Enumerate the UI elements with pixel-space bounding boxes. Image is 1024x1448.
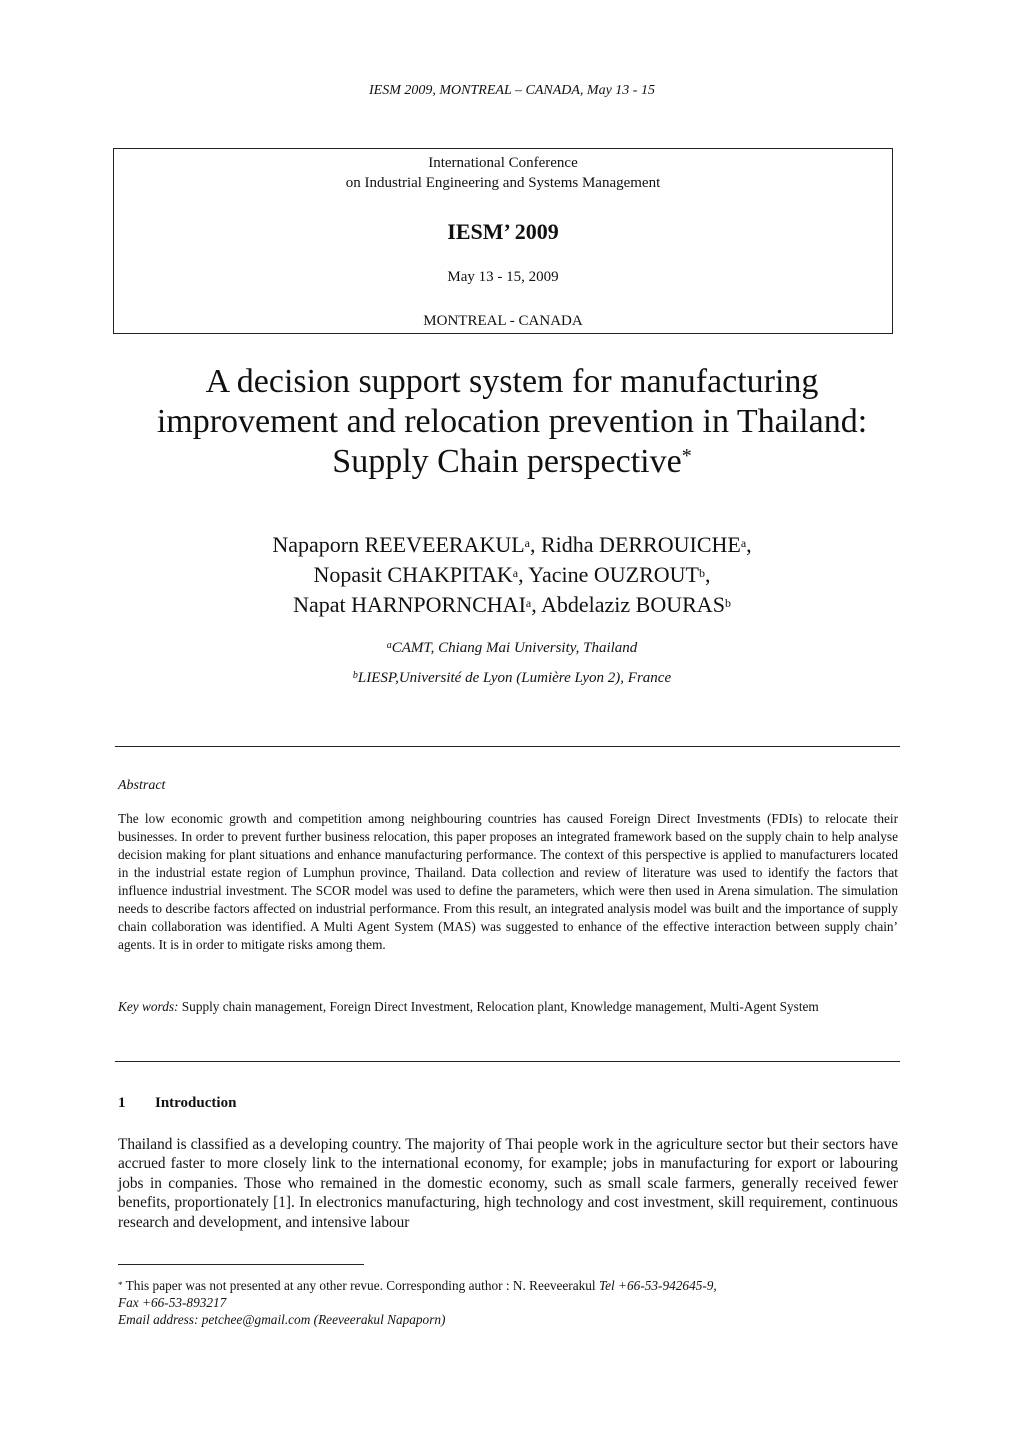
author-separator: ,: [531, 592, 542, 617]
affiliation-a: [0, 640, 1024, 657]
title-line-3-text: Supply Chain perspective: [332, 443, 682, 480]
footnote: [118, 1277, 898, 1328]
author-affiliation-mark: a: [512, 566, 519, 580]
author-affiliation-mark: a: [740, 536, 747, 550]
author-separator: ,: [705, 562, 711, 587]
title-footnote-mark: *: [681, 445, 692, 467]
conference-line-1: International Conference: [428, 155, 578, 171]
abstract-top-rule: [115, 746, 900, 747]
author-line-2: [0, 560, 1024, 590]
section-heading: [118, 1095, 236, 1112]
author-affiliation-mark: b: [724, 596, 731, 610]
affiliation-text: LIESP,Université de Lyon (Lumière Lyon 2), France: [357, 670, 672, 686]
author-name: Napat HARNPORNCHAI: [293, 592, 526, 617]
title-line-1: A decision support system for manufacturing: [205, 363, 819, 400]
abstract-text: The low economic growth and competition among neighbouring countries has caused Foreign Direct Investments (FDIs) to relocate their businesses. In order to prevent further business relocation, this paper proposes an integrated framework based on the supply chain to help analyse decision making for plant situations and enhance manufacturing performance. The context of this perspective is applied to manufacturers located in the industrial estate region of Lumphun province, Thailand. Data collection and review of literature was used to identify the factors that influence industrial investment. The SCOR model was used to define the parameters, which were then used in Arena simulation. The simulation needs to describe factors affected on industrial performance. From this result, an integrated analysis model was built and the importance of supply chain collaboration was identified. A Multi Agent System (MAS) was suggested to enhance of the effective interaction between supply chain’ agents. It is in order to mitigate risks among them.: [118, 811, 898, 952]
footnote-fax: Fax +66-53-893217: [118, 1295, 227, 1310]
footnote-mark: *: [118, 1280, 123, 1290]
conference-dates: May 13 - 15, 2009: [447, 269, 559, 285]
section-title: Introduction: [155, 1095, 237, 1111]
paper-title: [0, 362, 1024, 482]
affiliation-mark: a: [386, 640, 392, 651]
keywords: [118, 998, 898, 1016]
author-separator: ,: [518, 562, 529, 587]
author-list: [0, 530, 1024, 620]
author-name: Ridha DERROUICHE: [541, 532, 741, 557]
section-number: 1: [118, 1095, 126, 1111]
author-name: Yacine OUZROUT: [528, 562, 699, 587]
conference-line-2: on Industrial Engineering and Systems Management: [345, 175, 661, 191]
author-name: Nopasit CHAKPITAK: [313, 562, 513, 587]
author-name: Abdelaziz BOURAS: [541, 592, 725, 617]
affiliation-mark: b: [352, 670, 358, 681]
conference-acronym: IESM’ 2009: [447, 219, 559, 244]
author-line-1: [0, 530, 1024, 560]
keywords-text: Supply chain management, Foreign Direct Investment, Relocation plant, Knowledge management, Multi-Agent System: [178, 999, 819, 1014]
footnote-line-1: [118, 1277, 898, 1294]
running-head: IESM 2009, MONTREAL – CANADA, May 13 - 15: [369, 83, 655, 98]
affiliation-text: CAMT, Chiang Mai University, Thailand: [391, 640, 638, 656]
author-name: Napaporn REEVEERAKUL: [272, 532, 525, 557]
footnote-tel: Tel +66-53-942645-9,: [598, 1278, 717, 1293]
conference-box: [113, 148, 893, 334]
abstract-label: Abstract: [118, 778, 166, 793]
conference-location: MONTREAL - CANADA: [423, 313, 583, 329]
author-separator: ,: [530, 532, 541, 557]
footnote-rule: [118, 1264, 364, 1265]
affiliation-b: [0, 670, 1024, 687]
footnote-text: This paper was not presented at any other revue. Corresponding author : N. Reeveerakul: [122, 1278, 599, 1293]
abstract-bottom-rule: [115, 1061, 900, 1062]
keywords-label: Key words:: [118, 999, 179, 1014]
author-affiliation-mark: a: [525, 596, 532, 610]
author-affiliation-mark: b: [699, 566, 705, 580]
footnote-email: Email address: petchee@gmail.com (Reeveerakul Napaporn): [118, 1312, 446, 1327]
introduction-paragraph: Thailand is classified as a developing country. The majority of Thai people work in the agriculture sector but their sectors have accrued faster to more closely link to the international economy, for example; jobs in manufacturing for export or labouring jobs in companies. Those who remained in the domestic economy, such as small scale farmers, generally received fewer benefits, proportionately [1]. In electronics manufacturing, high technology and cost investment, skill requirement, continuous research and development, and intensive labour: [118, 1136, 898, 1231]
title-line-3: [0, 442, 1024, 482]
title-line-2: improvement and relocation prevention in Thailand:: [156, 403, 868, 440]
author-separator: ,: [746, 532, 752, 557]
author-line-3: [0, 590, 1024, 620]
author-affiliation-mark: a: [524, 536, 530, 550]
